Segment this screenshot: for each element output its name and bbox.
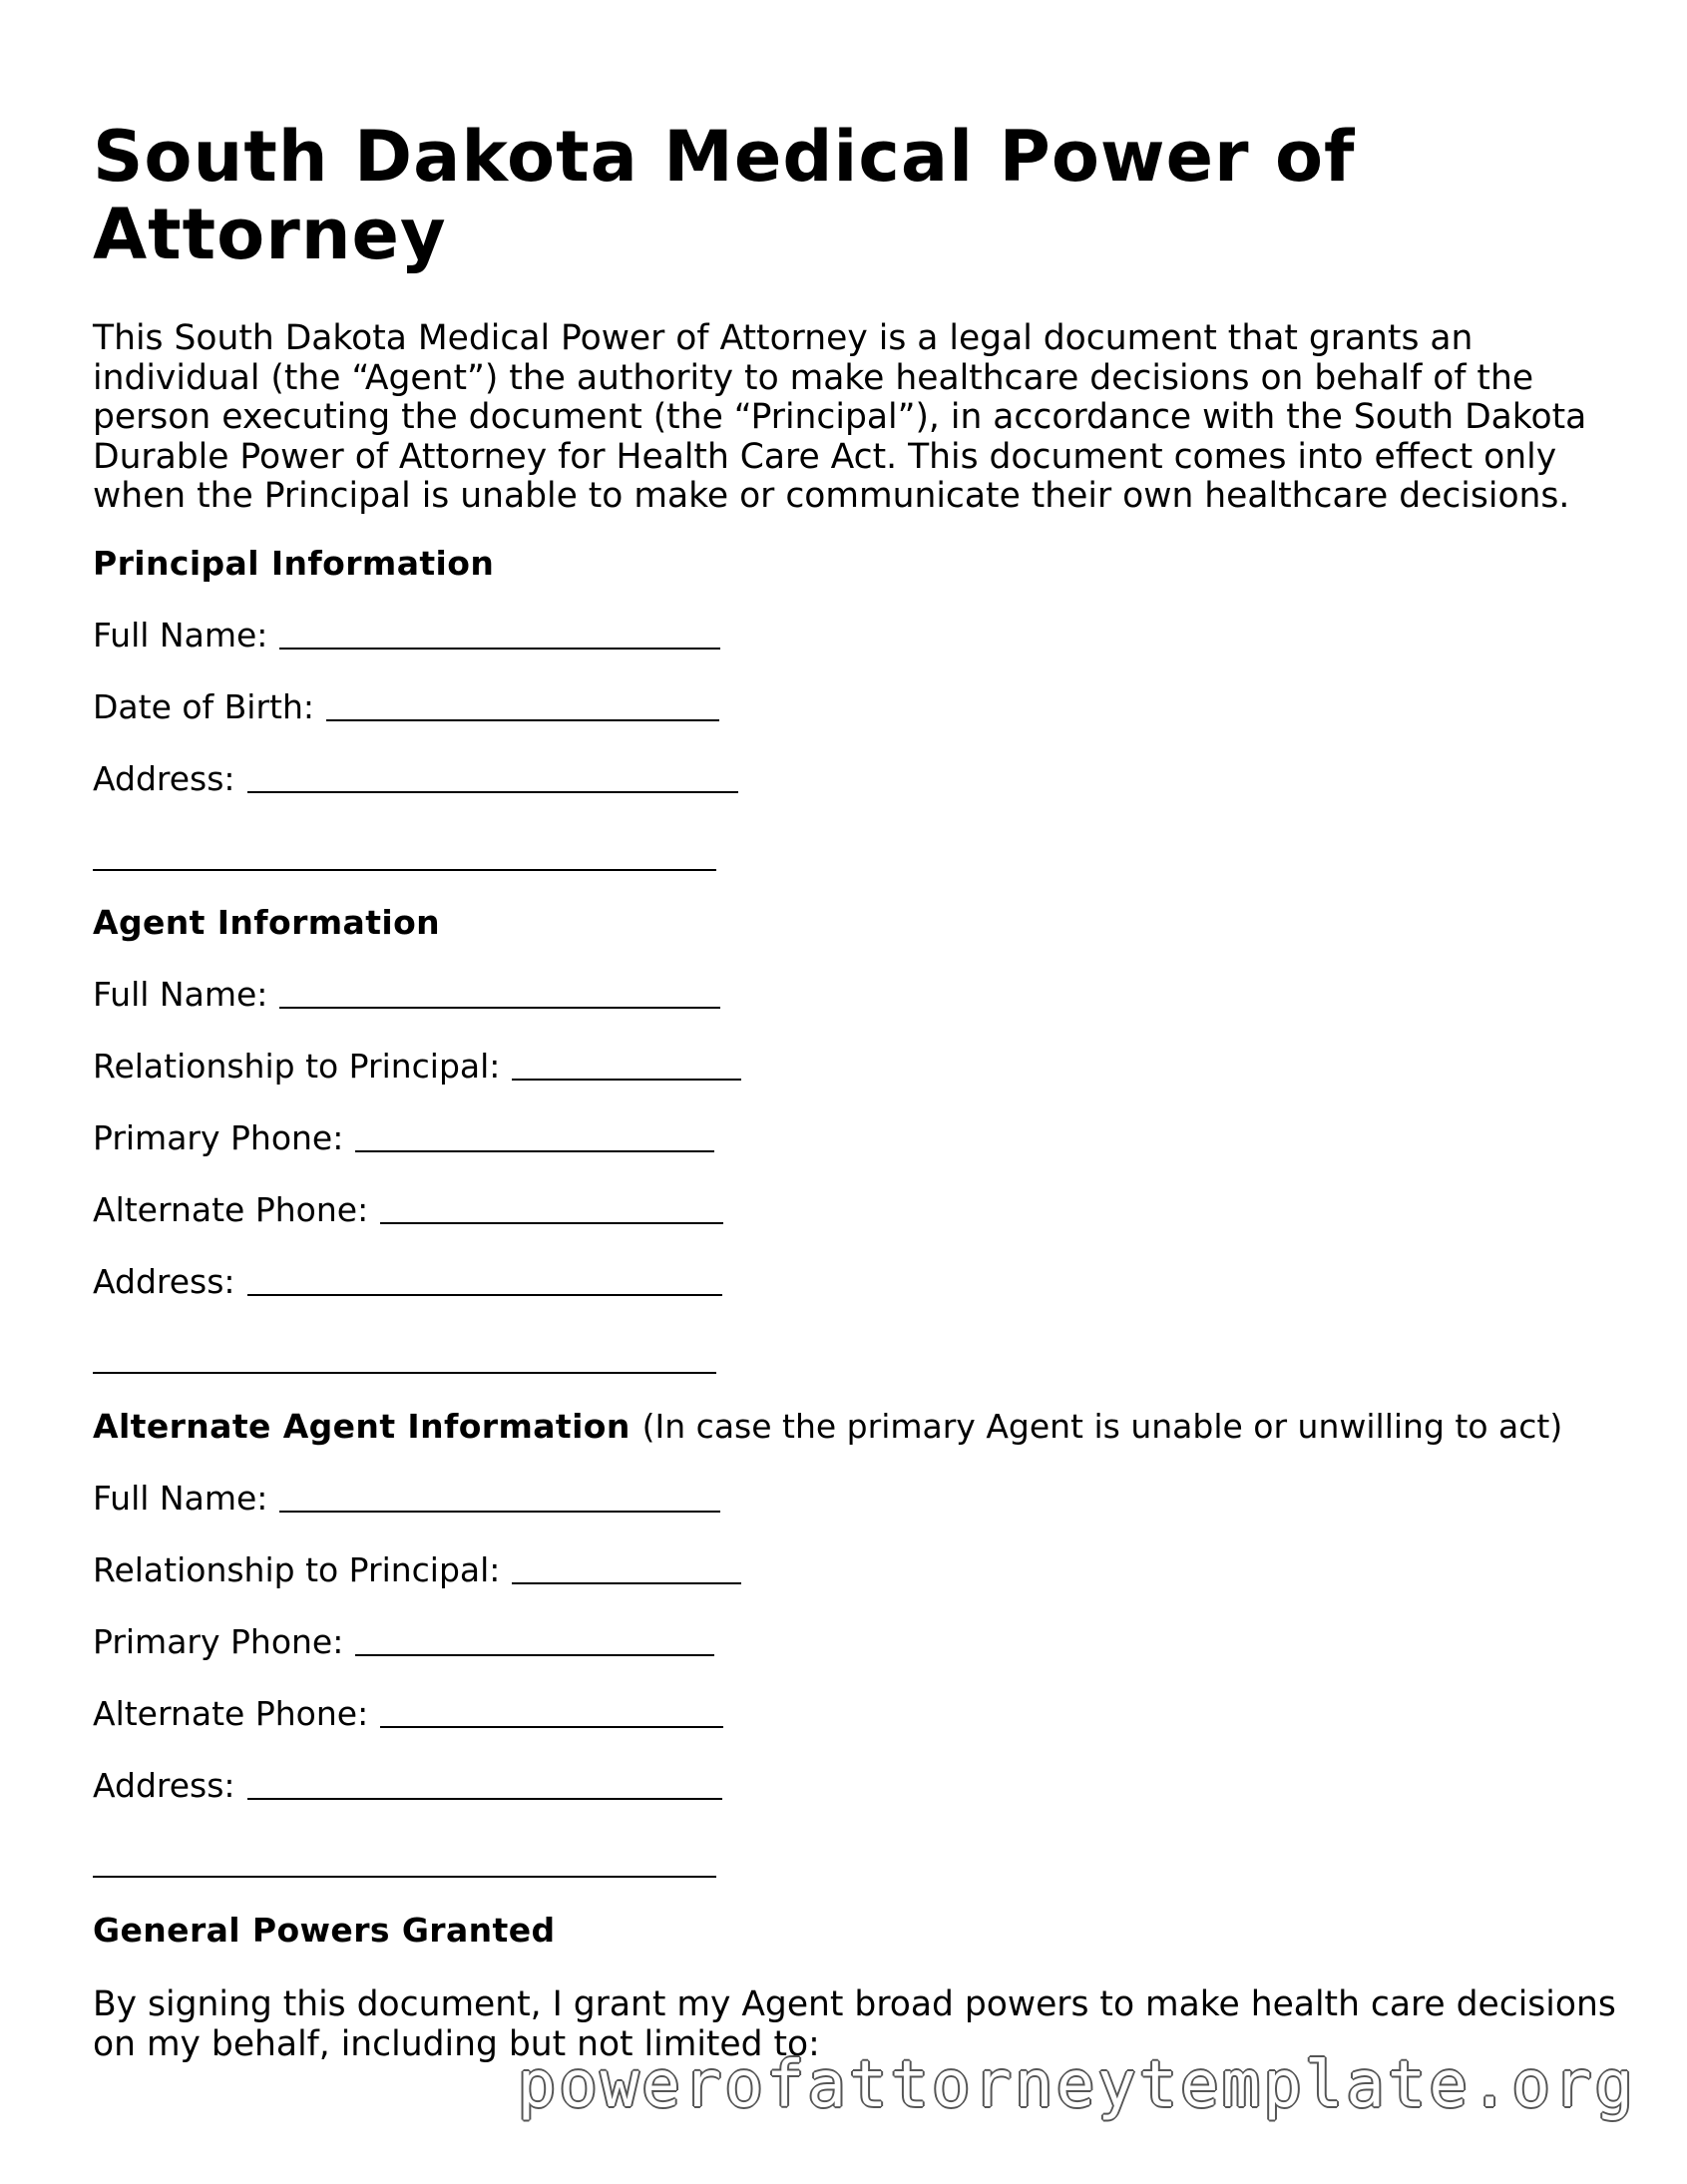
alt-agent-address-label: Address: xyxy=(93,1766,235,1805)
alt-agent-relationship-blank[interactable] xyxy=(512,1552,741,1584)
principal-full-name-blank[interactable] xyxy=(279,618,720,650)
agent-alternate-phone-blank[interactable] xyxy=(380,1192,723,1224)
agent-relationship-label: Relationship to Principal: xyxy=(93,1047,501,1086)
agent-primary-phone-field xyxy=(93,1116,714,1158)
alt-agent-address-field xyxy=(93,1764,722,1806)
alt-agent-relationship-field xyxy=(93,1548,741,1590)
principal-address-label: Address: xyxy=(93,759,235,798)
principal-dob-label: Date of Birth: xyxy=(93,687,315,726)
principal-address-blank[interactable] xyxy=(247,761,738,793)
agent-full-name-field xyxy=(93,973,720,1015)
alt-agent-relationship-label: Relationship to Principal: xyxy=(93,1550,501,1589)
alt-agent-full-name-field xyxy=(93,1477,720,1519)
agent-full-name-label: Full Name: xyxy=(93,975,268,1014)
alternate-agent-note: (In case the primary Agent is unable or unwilling to act) xyxy=(641,1407,1563,1446)
agent-primary-phone-blank[interactable] xyxy=(355,1120,714,1152)
principal-dob-blank[interactable] xyxy=(326,689,719,721)
alt-agent-address-line-2[interactable] xyxy=(93,1876,716,1878)
agent-primary-phone-label: Primary Phone: xyxy=(93,1118,344,1157)
agent-address-line-2[interactable] xyxy=(93,1372,716,1374)
agent-heading: Agent Information xyxy=(93,903,441,942)
powers-paragraph: By signing this document, I grant my Agent broad powers to make health care decisions on my behalf, including but not limited to: xyxy=(93,1984,1616,2064)
agent-relationship-field xyxy=(93,1045,741,1087)
alt-agent-full-name-label: Full Name: xyxy=(93,1479,268,1518)
principal-full-name-label: Full Name: xyxy=(93,616,268,655)
powers-heading: General Powers Granted xyxy=(93,1911,556,1950)
agent-alternate-phone-field xyxy=(93,1188,723,1230)
alt-agent-alternate-phone-label: Alternate Phone: xyxy=(93,1694,369,1733)
principal-dob-field xyxy=(93,685,719,727)
intro-paragraph: This South Dakota Medical Power of Attorney is a legal document that grants an individual (the “Agent”) the authority to make healthcare decisions on behalf of the person executing the document (the “Principal”), in accordance with the South Dakota Durable Power of Attorney for Health Care Act. This document comes into effect only when the Principal is unable to make or communicate their own healthcare decisions. xyxy=(93,318,1587,516)
alt-agent-primary-phone-label: Primary Phone: xyxy=(93,1622,344,1661)
document-title: South Dakota Medical Power of Attorney xyxy=(93,116,1356,275)
alt-agent-alternate-phone-field xyxy=(93,1692,723,1734)
principal-heading: Principal Information xyxy=(93,544,495,583)
principal-address-field xyxy=(93,757,738,799)
agent-address-label: Address: xyxy=(93,1262,235,1301)
alt-agent-primary-phone-field xyxy=(93,1620,714,1662)
alt-agent-address-blank[interactable] xyxy=(247,1768,722,1800)
principal-address-line-2[interactable] xyxy=(93,869,716,871)
principal-full-name-field xyxy=(93,614,720,655)
alt-agent-primary-phone-blank[interactable] xyxy=(355,1624,714,1656)
agent-relationship-blank[interactable] xyxy=(512,1049,741,1081)
alternate-agent-heading xyxy=(93,1407,1562,1447)
agent-alternate-phone-label: Alternate Phone: xyxy=(93,1190,369,1229)
alternate-agent-heading-text: Alternate Agent Information xyxy=(93,1407,631,1446)
agent-address-field xyxy=(93,1260,722,1302)
alt-agent-full-name-blank[interactable] xyxy=(279,1481,720,1513)
alt-agent-alternate-phone-blank[interactable] xyxy=(380,1696,723,1728)
watermark: powerofattorneytemplate.org xyxy=(517,2048,1636,2122)
agent-full-name-blank[interactable] xyxy=(279,977,720,1009)
agent-address-blank[interactable] xyxy=(247,1264,722,1296)
